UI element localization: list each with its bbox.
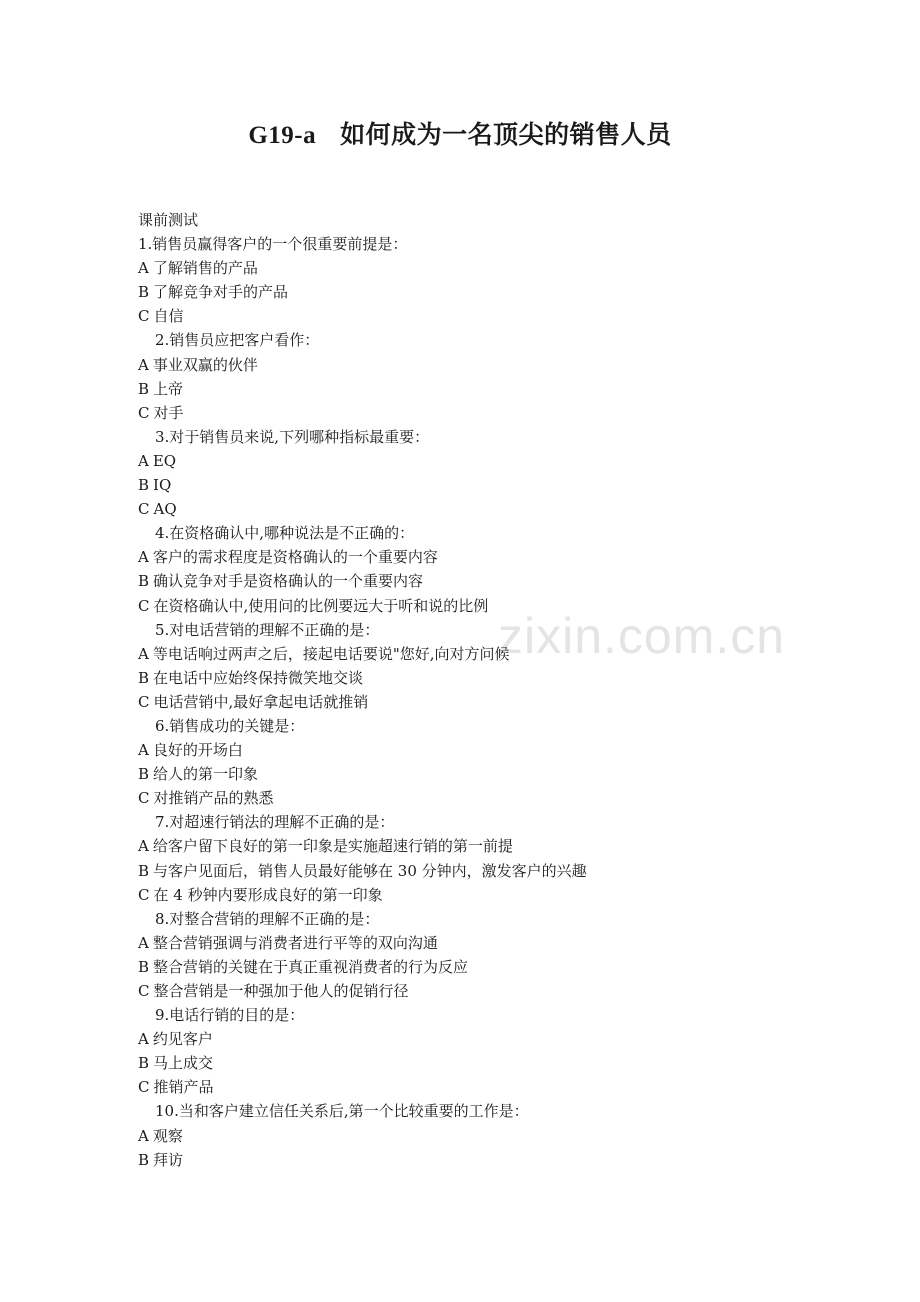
option-text: IQ xyxy=(153,476,172,495)
answer-option xyxy=(138,449,838,473)
option-letter: B xyxy=(138,379,150,398)
option-text: 约见客户 xyxy=(152,1030,213,1049)
option-text: 等电话响过两声之后，接起电话要说"您好,向对方问候 xyxy=(152,644,510,663)
option-letter: B xyxy=(138,957,150,976)
option-letter: A xyxy=(138,355,149,374)
question-text: 1.销售员赢得客户的一个很重要前提是： xyxy=(138,235,408,254)
option-letter: B xyxy=(138,765,150,784)
option-text: 拜访 xyxy=(153,1150,184,1169)
option-letter: C xyxy=(138,596,150,615)
answer-option xyxy=(138,1124,838,1148)
option-letter: A xyxy=(138,644,149,663)
answer-option xyxy=(138,401,838,425)
option-text: 电话营销中,最好拿起电话就推销 xyxy=(153,692,369,711)
option-text: 给人的第一印象 xyxy=(153,765,259,784)
option-letter: A xyxy=(138,1126,149,1145)
option-text: 客户的需求程度是资格确认的一个重要内容 xyxy=(152,548,438,567)
answer-option xyxy=(138,859,838,883)
option-text: 在资格确认中,使用问的比例要远大于听和说的比例 xyxy=(153,596,489,615)
option-letter: A xyxy=(138,741,149,760)
option-text: 给客户留下良好的第一印象是实施超速行销的第一前提 xyxy=(152,837,513,856)
answer-option xyxy=(138,497,838,521)
option-letter: A xyxy=(138,1030,149,1049)
answer-option xyxy=(138,377,838,401)
quiz-body xyxy=(138,208,838,1172)
question-text: 6.销售成功的关键是： xyxy=(155,716,305,735)
answer-option xyxy=(138,666,838,690)
question-text: 3.对于销售员来说,下列哪种指标最重要： xyxy=(155,427,430,446)
option-text: 自信 xyxy=(153,307,184,326)
option-letter: A xyxy=(138,837,149,856)
option-text: AQ xyxy=(153,500,177,519)
option-text: EQ xyxy=(152,451,177,470)
answer-option xyxy=(138,1148,838,1172)
question-text: 5.对电话营销的理解不正确的是： xyxy=(155,620,380,639)
option-text: 良好的开场白 xyxy=(152,741,243,760)
answer-option xyxy=(138,834,838,858)
answer-option xyxy=(138,473,838,497)
option-text: 推销产品 xyxy=(153,1078,214,1097)
option-letter: A xyxy=(138,451,149,470)
answer-option xyxy=(138,786,838,810)
option-letter: B xyxy=(138,476,150,495)
answer-option xyxy=(138,280,838,304)
question-text: 8.对整合营销的理解不正确的是： xyxy=(155,909,380,928)
option-letter: C xyxy=(138,982,150,1000)
question-text: 7.对超速行销法的理解不正确的是： xyxy=(155,813,395,832)
answer-option xyxy=(138,1075,838,1099)
option-letter: C xyxy=(138,307,150,326)
answer-option xyxy=(138,762,838,786)
option-text: 确认竞争对手是资格确认的一个重要内容 xyxy=(153,572,424,591)
answer-option xyxy=(138,353,838,377)
answer-option xyxy=(138,955,838,979)
question-list xyxy=(138,232,838,1172)
question-text: 9.电话行销的目的是： xyxy=(155,1006,305,1025)
document-code: G19-a xyxy=(248,122,317,149)
option-text: 了解竞争对手的产品 xyxy=(153,283,289,302)
option-text: 在 4 秒钟内要形成良好的第一印象 xyxy=(153,885,383,904)
answer-option xyxy=(138,642,838,666)
answer-option xyxy=(138,883,838,907)
option-letter: C xyxy=(138,403,150,422)
section-heading: 课前测试 xyxy=(138,211,199,229)
answer-option xyxy=(138,545,838,569)
option-letter: C xyxy=(138,500,150,519)
answer-option xyxy=(138,304,838,328)
question-text: 10.当和客户建立信任关系后,第一个比较重要的工作是： xyxy=(155,1102,529,1121)
option-text: 事业双赢的伙伴 xyxy=(152,355,258,374)
option-letter: B xyxy=(138,668,150,687)
option-letter: B xyxy=(138,283,150,302)
question-text: 4.在资格确认中,哪种说法是不正确的： xyxy=(155,524,415,543)
option-letter: A xyxy=(138,548,149,567)
answer-option xyxy=(138,1027,838,1051)
option-text: 上帝 xyxy=(153,379,184,398)
option-letter: A xyxy=(138,933,149,952)
option-letter: C xyxy=(138,1078,150,1097)
document-title-text: 如何成为一名顶尖的销售人员 xyxy=(340,122,672,149)
option-text: 对推销产品的熟悉 xyxy=(153,789,274,808)
document-title xyxy=(0,118,920,154)
option-text: 对手 xyxy=(153,403,184,422)
option-text: 马上成交 xyxy=(153,1054,214,1073)
option-text: 在电话中应始终保持微笑地交谈 xyxy=(153,668,364,687)
answer-option xyxy=(138,594,838,618)
option-letter: A xyxy=(138,259,149,278)
option-text: 整合营销的关键在于真正重视消费者的行为反应 xyxy=(153,957,469,976)
option-text: 整合营销强调与消费者进行平等的双向沟通 xyxy=(152,933,438,952)
answer-option xyxy=(138,569,838,593)
answer-option xyxy=(138,738,838,762)
option-letter: B xyxy=(138,861,150,880)
question-text: 2.销售员应把客户看作： xyxy=(155,331,320,350)
option-text: 观察 xyxy=(152,1126,183,1145)
option-text: 了解销售的产品 xyxy=(152,259,258,278)
answer-option xyxy=(138,256,838,280)
option-letter: C xyxy=(138,885,150,904)
answer-option xyxy=(138,1051,838,1075)
option-letter: B xyxy=(138,572,150,591)
option-letter: B xyxy=(138,1054,150,1073)
option-letter: C xyxy=(138,789,150,808)
watermark: zixin.com.cn xyxy=(498,608,786,664)
answer-option xyxy=(138,979,838,1003)
answer-option xyxy=(138,931,838,955)
option-text: 整合营销是一种强加于他人的促销行径 xyxy=(153,982,409,1000)
option-letter: B xyxy=(138,1150,150,1169)
option-letter: C xyxy=(138,692,150,711)
answer-option xyxy=(138,690,838,714)
option-text: 与客户见面后，销售人员最好能够在 30 分钟内，激发客户的兴趣 xyxy=(153,861,587,880)
